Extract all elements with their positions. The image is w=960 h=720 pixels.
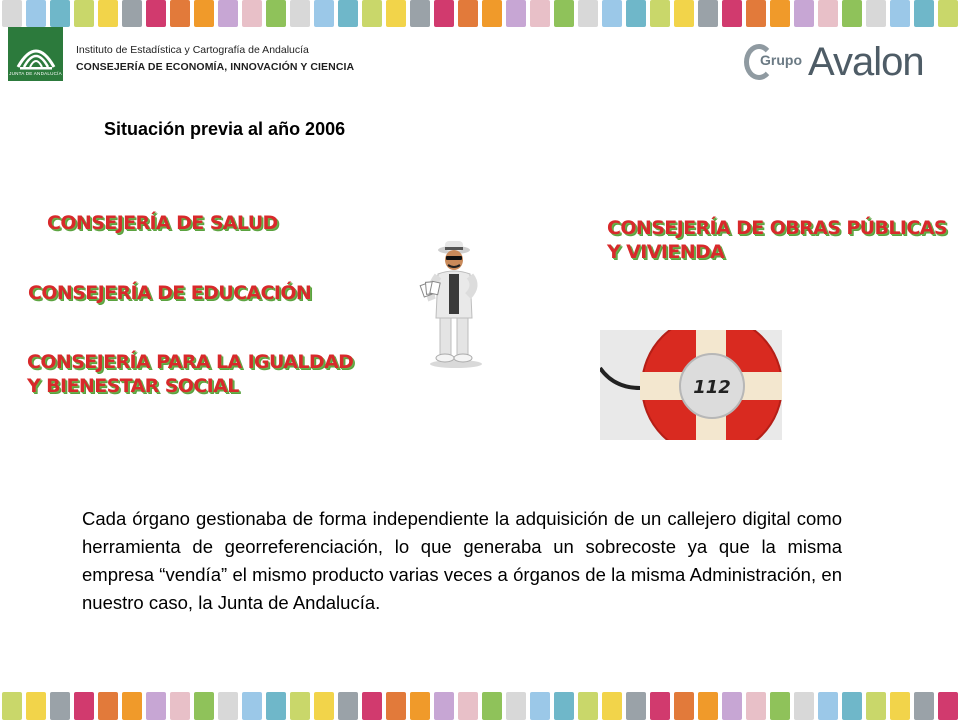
stripe-tile bbox=[362, 692, 382, 720]
stripe-tile bbox=[386, 692, 406, 720]
stripe-tile bbox=[386, 0, 406, 27]
stripe-tile bbox=[770, 692, 790, 720]
stripe-tile bbox=[74, 692, 94, 720]
stripe-tile bbox=[506, 0, 526, 27]
stripe-tile bbox=[74, 0, 94, 27]
stripe-tile bbox=[794, 0, 814, 27]
stripe-tile bbox=[314, 0, 334, 27]
stripe-tile bbox=[914, 692, 934, 720]
stripe-tile bbox=[458, 692, 478, 720]
stripe-tile bbox=[602, 0, 622, 27]
stripe-tile bbox=[530, 0, 550, 27]
slide-title: Situación previa al año 2006 bbox=[104, 119, 346, 139]
stripe-tile bbox=[290, 692, 310, 720]
stripe-tile bbox=[194, 692, 214, 720]
stripe-tile bbox=[746, 692, 766, 720]
stripe-tile bbox=[530, 692, 550, 720]
stripe-tile bbox=[458, 0, 478, 27]
body-paragraph: Cada órgano gestionaba de forma independiente la adquisición de un callejero digital como herramienta de georreferenciación, lo que generaba un sobrecoste ya que la misma empresa “vendía” el mismo producto varias veces a órganos de la misma Administración, en nuestro caso, la Junta de Andalucía. bbox=[82, 508, 842, 613]
stripe-tile bbox=[482, 0, 502, 27]
stripe-tile bbox=[698, 692, 718, 720]
stripe-tile bbox=[794, 692, 814, 720]
stripe-tile bbox=[938, 0, 958, 27]
stripe-tile bbox=[410, 692, 430, 720]
stripe-tile bbox=[50, 0, 70, 27]
lifering-icon bbox=[600, 330, 782, 440]
consejeria-obras-publicas bbox=[607, 216, 947, 264]
stripe-tile bbox=[122, 692, 142, 720]
stripe-tile bbox=[98, 692, 118, 720]
junta-de-andalucia-logo bbox=[8, 27, 63, 81]
stripe-tile bbox=[578, 692, 598, 720]
stripe-tile bbox=[602, 692, 622, 720]
stripe-tile bbox=[674, 0, 694, 27]
stripe-tile bbox=[434, 0, 454, 27]
bottom-decorative-stripe bbox=[0, 692, 960, 720]
avalon-wordmark: Avalon bbox=[808, 40, 924, 84]
stripe-tile bbox=[410, 0, 430, 27]
stripe-tile bbox=[194, 0, 214, 27]
stripe-tile bbox=[26, 0, 46, 27]
stripe-tile bbox=[338, 692, 358, 720]
stripe-tile bbox=[50, 692, 70, 720]
consejeria-educacion: CONSEJERÍA DE EDUCACIÓN bbox=[28, 282, 312, 304]
stripe-tile bbox=[290, 0, 310, 27]
consejeria-igualdad-line2: Y BIENESTAR SOCIAL bbox=[27, 375, 239, 397]
stripe-tile bbox=[554, 0, 574, 27]
stripe-tile bbox=[650, 0, 670, 27]
salesman-figure-icon bbox=[416, 238, 496, 370]
stripe-tile bbox=[626, 0, 646, 27]
stripe-tile bbox=[314, 692, 334, 720]
stripe-tile bbox=[842, 0, 862, 27]
consejeria-obras-line2: Y VIVIENDA bbox=[607, 241, 725, 263]
stripe-tile bbox=[242, 0, 262, 27]
top-decorative-stripe bbox=[0, 0, 960, 27]
stripe-tile bbox=[698, 0, 718, 27]
stripe-tile bbox=[26, 692, 46, 720]
stripe-tile bbox=[866, 692, 886, 720]
junta-logo-caption: JUNTA DE ANDALUCÍA bbox=[9, 71, 62, 76]
stripe-tile bbox=[242, 692, 262, 720]
stripe-tile bbox=[842, 692, 862, 720]
stripe-tile bbox=[266, 692, 286, 720]
stripe-tile bbox=[146, 0, 166, 27]
stripe-tile bbox=[914, 0, 934, 27]
stripe-tile bbox=[818, 692, 838, 720]
institute-name: Instituto de Estadística y Cartografía de Andalucía bbox=[76, 44, 309, 56]
stripe-tile bbox=[722, 0, 742, 27]
stripe-tile bbox=[170, 0, 190, 27]
stripe-tile bbox=[578, 0, 598, 27]
stripe-tile bbox=[482, 692, 502, 720]
stripe-tile bbox=[818, 0, 838, 27]
consejeria-salud: CONSEJERÍA DE SALUD bbox=[47, 212, 278, 234]
stripe-tile bbox=[170, 692, 190, 720]
consejeria-igualdad-line1: CONSEJERÍA PARA LA IGUALDAD bbox=[27, 351, 354, 373]
consejeria-header: CONSEJERÍA DE ECONOMÍA, INNOVACIÓN Y CIENCIA bbox=[76, 61, 355, 73]
lifering-112-image bbox=[600, 330, 782, 440]
stripe-tile bbox=[866, 0, 886, 27]
stripe-tile bbox=[2, 692, 22, 720]
stripe-tile bbox=[98, 0, 118, 27]
consejeria-obras-line1: CONSEJERÍA DE OBRAS PÚBLICAS bbox=[607, 217, 947, 239]
grupo-label: Grupo bbox=[760, 52, 802, 68]
stripe-tile bbox=[554, 692, 574, 720]
stripe-tile bbox=[650, 692, 670, 720]
stripe-tile bbox=[746, 0, 766, 27]
stripe-tile bbox=[218, 0, 238, 27]
stripe-tile bbox=[938, 692, 958, 720]
stripe-tile bbox=[362, 0, 382, 27]
stripe-tile bbox=[266, 0, 286, 27]
stripe-tile bbox=[890, 0, 910, 27]
stripe-tile bbox=[218, 692, 238, 720]
stripe-tile bbox=[722, 692, 742, 720]
stripe-tile bbox=[626, 692, 646, 720]
lifering-number: 112 bbox=[693, 377, 731, 398]
stripe-tile bbox=[674, 692, 694, 720]
stripe-tile bbox=[2, 0, 22, 27]
stripe-tile bbox=[122, 0, 142, 27]
stripe-tile bbox=[434, 692, 454, 720]
stripe-tile bbox=[770, 0, 790, 27]
stripe-tile bbox=[146, 692, 166, 720]
stripe-tile bbox=[506, 692, 526, 720]
junta-emblem-icon bbox=[14, 41, 58, 71]
stripe-tile bbox=[890, 692, 910, 720]
stripe-tile bbox=[338, 0, 358, 27]
consejeria-igualdad bbox=[27, 350, 353, 398]
